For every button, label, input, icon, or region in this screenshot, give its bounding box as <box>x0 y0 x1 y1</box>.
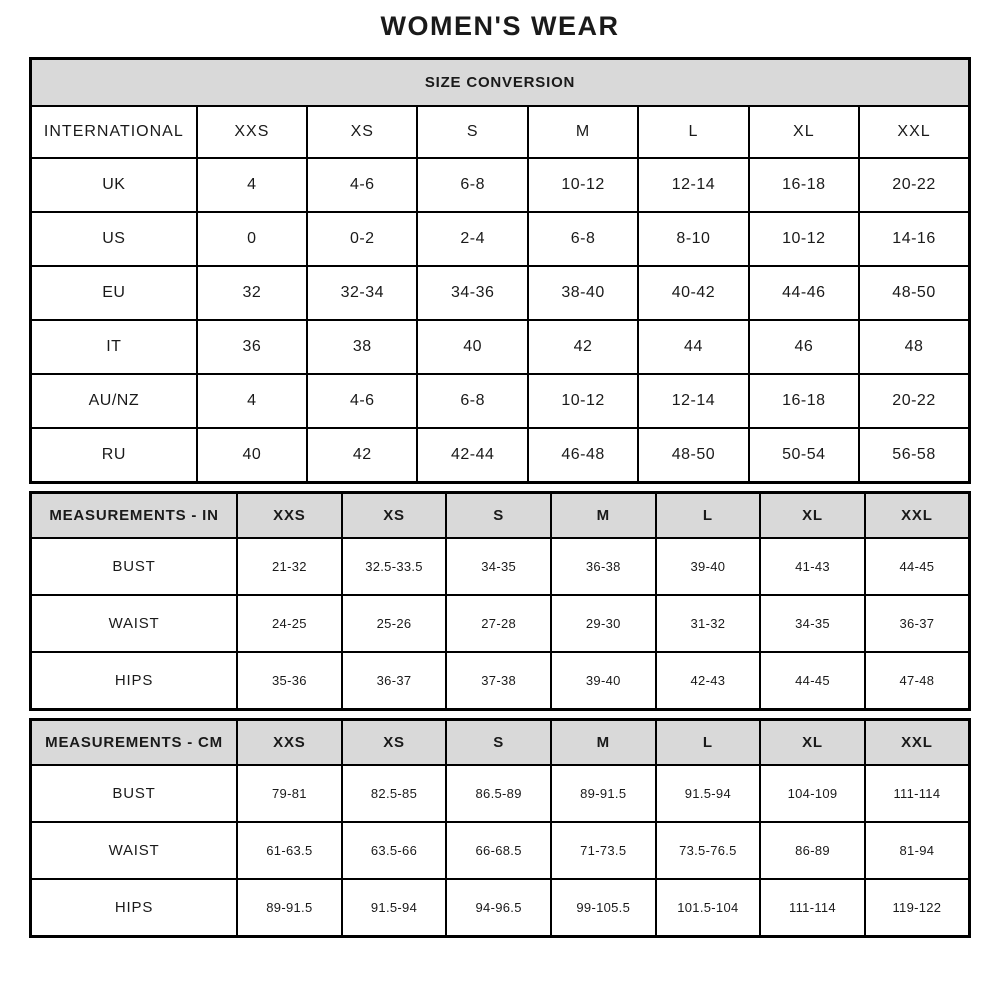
size-header-cell: M <box>551 492 656 538</box>
row-label: HIPS <box>31 652 238 709</box>
row-label: EU <box>31 266 197 320</box>
size-header-cell: XL <box>760 719 865 765</box>
table-row <box>31 595 970 652</box>
cell-value: 40 <box>197 428 307 482</box>
measurements-in-table <box>29 491 971 711</box>
size-header-cell: XL <box>749 106 859 158</box>
cell-value: 42-43 <box>656 652 761 709</box>
cell-value: 6-8 <box>528 212 638 266</box>
cell-value: 20-22 <box>859 374 969 428</box>
cell-value: 91.5-94 <box>656 765 761 822</box>
table-row <box>31 374 970 428</box>
cell-value: 56-58 <box>859 428 969 482</box>
cell-value: 66-68.5 <box>446 822 551 879</box>
cell-value: 39-40 <box>656 538 761 595</box>
cell-value: 16-18 <box>749 158 859 212</box>
cell-value: 48-50 <box>638 428 748 482</box>
size-header-cell: XXS <box>237 719 342 765</box>
table-row <box>31 212 970 266</box>
row-label: BUST <box>31 765 238 822</box>
cell-value: 25-26 <box>342 595 447 652</box>
cell-value: 111-114 <box>760 879 865 936</box>
cell-value: 4 <box>197 374 307 428</box>
table-row <box>31 822 970 879</box>
international-corner-label: INTERNATIONAL <box>31 106 197 158</box>
cell-value: 21-32 <box>237 538 342 595</box>
cell-value: 42-44 <box>417 428 527 482</box>
cell-value: 32-34 <box>307 266 417 320</box>
cell-value: 8-10 <box>638 212 748 266</box>
row-label: IT <box>31 320 197 374</box>
cell-value: 34-35 <box>760 595 865 652</box>
cell-value: 48 <box>859 320 969 374</box>
size-header-cell: M <box>528 106 638 158</box>
cell-value: 40 <box>417 320 527 374</box>
size-header-cell: S <box>446 492 551 538</box>
size-header-cell: XXS <box>237 492 342 538</box>
cell-value: 42 <box>528 320 638 374</box>
cell-value: 82.5-85 <box>342 765 447 822</box>
cell-value: 10-12 <box>528 158 638 212</box>
cell-value: 42 <box>307 428 417 482</box>
size-header-row <box>31 106 970 158</box>
cell-value: 32.5-33.5 <box>342 538 447 595</box>
size-header-cell: L <box>656 719 761 765</box>
cell-value: 86.5-89 <box>446 765 551 822</box>
cell-value: 46-48 <box>528 428 638 482</box>
cell-value: 0 <box>197 212 307 266</box>
cell-value: 34-35 <box>446 538 551 595</box>
cell-value: 89-91.5 <box>551 765 656 822</box>
cell-value: 111-114 <box>865 765 970 822</box>
cell-value: 119-122 <box>865 879 970 936</box>
cell-value: 36-37 <box>342 652 447 709</box>
row-label: UK <box>31 158 197 212</box>
table-row <box>31 428 970 482</box>
cell-value: 44-45 <box>760 652 865 709</box>
table-row <box>31 765 970 822</box>
cell-value: 14-16 <box>859 212 969 266</box>
cell-value: 36 <box>197 320 307 374</box>
cell-value: 44 <box>638 320 748 374</box>
cell-value: 6-8 <box>417 374 527 428</box>
size-conversion-band-row <box>31 58 970 106</box>
cell-value: 44-45 <box>865 538 970 595</box>
row-label: AU/NZ <box>31 374 197 428</box>
cell-value: 81-94 <box>865 822 970 879</box>
size-header-cell: L <box>638 106 748 158</box>
cell-value: 61-63.5 <box>237 822 342 879</box>
size-header-cell: XXL <box>859 106 969 158</box>
measurements-in-header-row <box>31 492 970 538</box>
cell-value: 4 <box>197 158 307 212</box>
cell-value: 39-40 <box>551 652 656 709</box>
cell-value: 2-4 <box>417 212 527 266</box>
table-row <box>31 652 970 709</box>
cell-value: 34-36 <box>417 266 527 320</box>
cell-value: 99-105.5 <box>551 879 656 936</box>
size-conversion-table <box>29 57 971 484</box>
size-header-cell: S <box>446 719 551 765</box>
page-title: WOMEN'S WEAR <box>380 11 620 41</box>
cell-value: 48-50 <box>859 266 969 320</box>
cell-value: 41-43 <box>760 538 865 595</box>
cell-value: 20-22 <box>859 158 969 212</box>
cell-value: 35-36 <box>237 652 342 709</box>
measurements-cm-header-row <box>31 719 970 765</box>
cell-value: 38 <box>307 320 417 374</box>
cell-value: 4-6 <box>307 158 417 212</box>
cell-value: 6-8 <box>417 158 527 212</box>
table-row <box>31 538 970 595</box>
cell-value: 10-12 <box>528 374 638 428</box>
table-row <box>31 879 970 936</box>
cell-value: 37-38 <box>446 652 551 709</box>
row-label: US <box>31 212 197 266</box>
cell-value: 44-46 <box>749 266 859 320</box>
cell-value: 104-109 <box>760 765 865 822</box>
size-header-cell: L <box>656 492 761 538</box>
cell-value: 101.5-104 <box>656 879 761 936</box>
size-header-cell: XS <box>342 492 447 538</box>
size-conversion-header: SIZE CONVERSION <box>31 58 970 106</box>
cell-value: 16-18 <box>749 374 859 428</box>
cell-value: 79-81 <box>237 765 342 822</box>
row-label: BUST <box>31 538 238 595</box>
size-header-cell: XXL <box>865 719 970 765</box>
cell-value: 71-73.5 <box>551 822 656 879</box>
cell-value: 94-96.5 <box>446 879 551 936</box>
cell-value: 47-48 <box>865 652 970 709</box>
cell-value: 36-38 <box>551 538 656 595</box>
cell-value: 50-54 <box>749 428 859 482</box>
measurements-in-corner-label: MEASUREMENTS - IN <box>31 492 238 538</box>
cell-value: 10-12 <box>749 212 859 266</box>
cell-value: 46 <box>749 320 859 374</box>
row-label: WAIST <box>31 822 238 879</box>
table-row <box>31 320 970 374</box>
size-header-cell: XS <box>307 106 417 158</box>
table-row <box>31 266 970 320</box>
cell-value: 89-91.5 <box>237 879 342 936</box>
size-chart-page <box>29 0 971 938</box>
cell-value: 63.5-66 <box>342 822 447 879</box>
cell-value: 91.5-94 <box>342 879 447 936</box>
size-header-cell: XL <box>760 492 865 538</box>
size-header-cell: XS <box>342 719 447 765</box>
size-header-cell: M <box>551 719 656 765</box>
size-header-cell: XXL <box>865 492 970 538</box>
measurements-cm-corner-label: MEASUREMENTS - CM <box>31 719 238 765</box>
row-label: HIPS <box>31 879 238 936</box>
cell-value: 73.5-76.5 <box>656 822 761 879</box>
cell-value: 12-14 <box>638 158 748 212</box>
cell-value: 40-42 <box>638 266 748 320</box>
cell-value: 86-89 <box>760 822 865 879</box>
size-header-cell: XXS <box>197 106 307 158</box>
cell-value: 0-2 <box>307 212 417 266</box>
row-label: RU <box>31 428 197 482</box>
cell-value: 29-30 <box>551 595 656 652</box>
cell-value: 31-32 <box>656 595 761 652</box>
cell-value: 36-37 <box>865 595 970 652</box>
cell-value: 4-6 <box>307 374 417 428</box>
cell-value: 27-28 <box>446 595 551 652</box>
cell-value: 12-14 <box>638 374 748 428</box>
cell-value: 32 <box>197 266 307 320</box>
size-header-cell: S <box>417 106 527 158</box>
cell-value: 38-40 <box>528 266 638 320</box>
cell-value: 24-25 <box>237 595 342 652</box>
table-row <box>31 158 970 212</box>
row-label: WAIST <box>31 595 238 652</box>
measurements-cm-table <box>29 718 971 938</box>
